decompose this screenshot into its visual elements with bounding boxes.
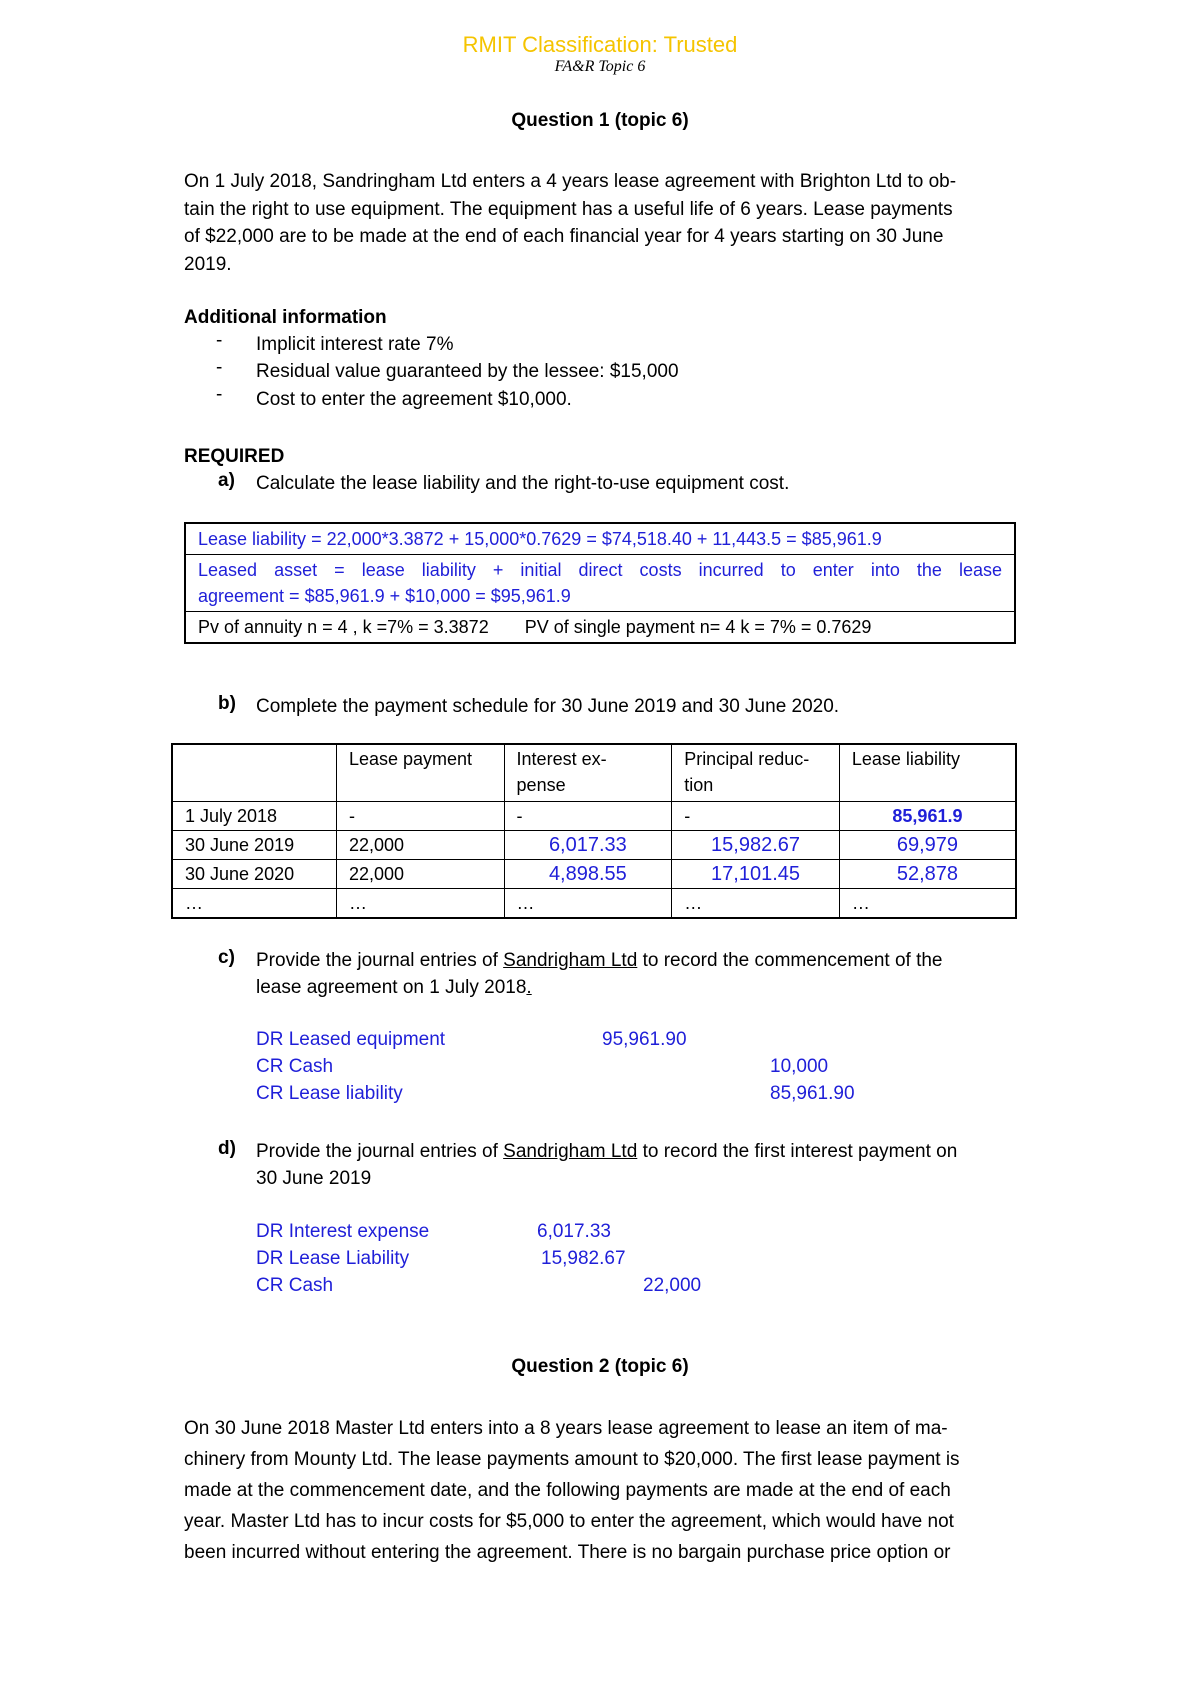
- table-cell: …: [336, 889, 504, 919]
- part-c-text-post: to record the commencement of the: [637, 950, 943, 971]
- answer-box: [184, 522, 1016, 644]
- table-cell: …: [504, 889, 672, 919]
- document-subtitle: FA&R Topic 6: [554, 58, 646, 75]
- bullet-marker: -: [216, 330, 223, 351]
- part-b-label: b): [218, 693, 236, 714]
- part-c-period: .: [526, 977, 532, 998]
- additional-info-heading: Additional information: [184, 307, 387, 328]
- part-c-text-line2: lease agreement on 1 July 2018: [256, 977, 527, 998]
- journal-c-amount: 85,961.90: [770, 1083, 855, 1104]
- table-cell: -: [672, 802, 840, 831]
- header-cell: Interest ex- pense: [504, 744, 672, 802]
- table-cell: …: [172, 889, 336, 919]
- table-cell: 30 June 2019: [172, 831, 336, 860]
- question-2-title: Question 2 (topic 6): [511, 1356, 689, 1377]
- intro-line: made at the commencement date, and the following payments are made at the end of each: [184, 1480, 951, 1501]
- part-d-text-post: to record the first interest payment on: [637, 1141, 958, 1162]
- table-row: [172, 889, 1016, 919]
- table-cell: …: [839, 889, 1016, 919]
- leased-asset-line: agreement = $85,961.9 + $10,000 = $95,961.9: [198, 586, 571, 606]
- intro-line: year. Master Ltd has to incur costs for $5,000 to enter the agreement, which would have not: [184, 1511, 954, 1532]
- part-c-line: [256, 974, 943, 1001]
- question-1-intro: [184, 168, 1026, 278]
- table-row: [172, 831, 1016, 860]
- pv-annuity: Pv of annuity n = 4 , k =7% = 3.3872: [198, 617, 489, 637]
- table-cell: …: [672, 889, 840, 919]
- table-cell: 17,101.45: [672, 860, 840, 889]
- part-c-text: [256, 947, 943, 1001]
- bullet-item: Cost to enter the agreement $10,000.: [256, 389, 572, 410]
- bullet-item: Implicit interest rate 7%: [256, 334, 454, 355]
- table-cell: 22,000: [336, 860, 504, 889]
- journal-c-amount: 10,000: [770, 1056, 829, 1077]
- table-header-row: [172, 744, 1016, 802]
- lease-liability-calc: Lease liability = 22,000*3.3872 + 15,000*0.7629 = $74,518.40 + 11,443.5 = $85,961.9: [198, 529, 882, 549]
- part-c-label: c): [218, 947, 235, 968]
- intro-line: of $22,000 are to be made at the end of each financial year for 4 years starting on 30 June: [184, 226, 944, 247]
- part-d-line: [256, 1138, 957, 1165]
- payment-schedule-table: [171, 743, 1017, 919]
- journal-d-account: DR Lease Liability: [256, 1248, 410, 1269]
- table-cell: 30 June 2020: [172, 860, 336, 889]
- journal-d-amount: 15,982.67: [541, 1248, 626, 1269]
- journal-d-account: DR Interest expense: [256, 1221, 430, 1242]
- company-name: Sandrigham Ltd: [503, 1141, 638, 1162]
- part-d-label: d): [218, 1138, 236, 1159]
- table-cell: -: [336, 802, 504, 831]
- journal-d-amount: 22,000: [643, 1275, 702, 1296]
- journal-c-account: DR Leased equipment: [256, 1029, 446, 1050]
- journal-d-account: CR Cash: [256, 1275, 334, 1296]
- table-cell: 85,961.9: [839, 802, 1016, 831]
- header-cell: Lease liability: [839, 744, 1016, 802]
- table-cell: 69,979: [839, 831, 1016, 860]
- table-row: [172, 802, 1016, 831]
- part-a-text: Calculate the lease liability and the right-to-use equipment cost.: [256, 473, 790, 494]
- question-2-intro: [184, 1413, 1026, 1568]
- table-cell: 15,982.67: [672, 831, 840, 860]
- journal-c-account: CR Cash: [256, 1056, 334, 1077]
- classification-label: RMIT Classification: Trusted: [462, 32, 738, 57]
- bullet-marker: -: [216, 357, 223, 378]
- table-cell: 52,878: [839, 860, 1016, 889]
- part-c-text-pre: Provide the journal entries of: [256, 950, 504, 971]
- intro-line: chinery from Mounty Ltd. The lease payments amount to $20,000. The first lease payment is: [184, 1449, 960, 1470]
- journal-c-account: CR Lease liability: [256, 1083, 403, 1104]
- table-row: [172, 860, 1016, 889]
- table-cell: 22,000: [336, 831, 504, 860]
- journal-c-amount: 95,961.90: [602, 1029, 687, 1050]
- journal-d-amount: 6,017.33: [537, 1221, 611, 1242]
- header-cell: Lease payment: [336, 744, 504, 802]
- intro-line: On 30 June 2018 Master Ltd enters into a 8 years lease agreement to lease an item of ma-: [184, 1418, 948, 1439]
- intro-line: 2019.: [184, 253, 232, 275]
- part-d-line: 30 June 2019: [256, 1168, 372, 1189]
- header-cell: Principal reduc- tion: [672, 744, 840, 802]
- leased-asset-calc: [185, 555, 1015, 612]
- table-cell: 4,898.55: [504, 860, 672, 889]
- header-cell: [172, 744, 336, 802]
- table-cell: 1 July 2018: [172, 802, 336, 831]
- question-1-title: Question 1 (topic 6): [511, 110, 689, 131]
- part-c-line: [256, 947, 943, 974]
- pv-single-payment: PV of single payment n= 4 k = 7% = 0.7629: [524, 617, 872, 637]
- part-b-text: Complete the payment schedule for 30 June 2019 and 30 June 2020.: [256, 696, 840, 717]
- intro-line: been incurred without entering the agreement. There is no bargain purchase price option or: [184, 1542, 951, 1563]
- intro-line: tain the right to use equipment. The equipment has a useful life of 6 years. Lease payments: [184, 198, 953, 220]
- part-a-label: a): [218, 470, 235, 491]
- part-d-text-pre: Provide the journal entries of: [256, 1141, 504, 1162]
- bullet-marker: -: [216, 384, 223, 405]
- required-heading: REQUIRED: [184, 446, 285, 467]
- table-cell: -: [504, 802, 672, 831]
- leased-asset-line: Leased asset = lease liability + initial direct costs incurred to enter into the lease: [198, 560, 1002, 580]
- table-cell: 6,017.33: [504, 831, 672, 860]
- pv-factors: [185, 612, 1015, 644]
- part-d-text: [256, 1138, 957, 1192]
- intro-line: On 1 July 2018, Sandringham Ltd enters a 4 years lease agreement with Brighton Ltd to ob-: [184, 171, 957, 192]
- bullet-item: Residual value guaranteed by the lessee: $15,000: [256, 361, 679, 382]
- company-name: Sandrigham Ltd: [503, 950, 638, 971]
